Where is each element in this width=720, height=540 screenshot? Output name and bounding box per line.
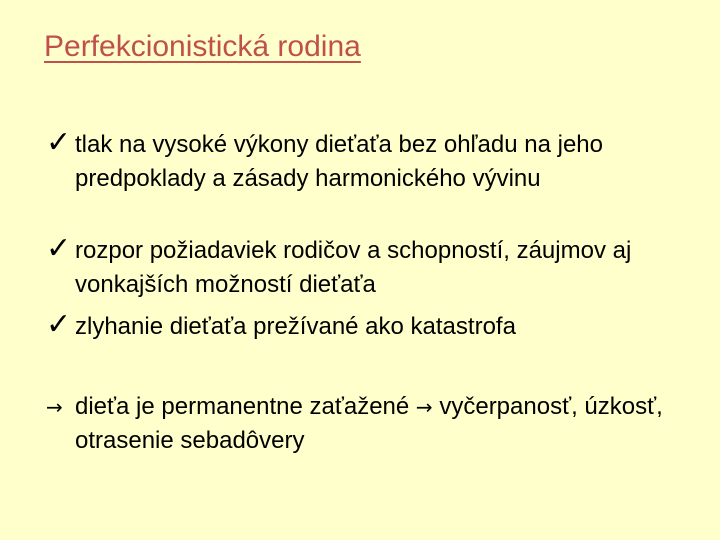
- checkmark-icon: ✓: [46, 231, 72, 266]
- bullet-text: zlyhanie dieťaťa prežívané ako katastrofa: [75, 313, 516, 340]
- checkmark-icon: ✓: [46, 307, 72, 342]
- slide-title: Perfekcionistická rodina: [44, 30, 361, 63]
- bullet-item: [46, 307, 696, 344]
- arrow-right-icon: →: [415, 395, 433, 419]
- conclusion-part-1: dieťa je permanentne zaťažené: [75, 393, 410, 420]
- conclusion: [46, 390, 706, 458]
- arrow-right-icon: →: [46, 395, 63, 419]
- conclusion-part-2: vyčerpanosť, úzkosť, otrasenie sebadôvery: [75, 393, 663, 454]
- bullet-item: [46, 125, 696, 196]
- checkmark-icon: ✓: [46, 125, 72, 160]
- conclusion-text: [75, 390, 706, 458]
- bullet-item: [46, 231, 696, 302]
- bullet-text: rozpor požiadaviek rodičov a schopností, záujmov aj vonkajších možností dieťaťa: [75, 237, 632, 298]
- bullet-text: tlak na vysoké výkony dieťaťa bez ohľadu na jeho predpoklady a zásady harmonického vývinu: [75, 131, 603, 192]
